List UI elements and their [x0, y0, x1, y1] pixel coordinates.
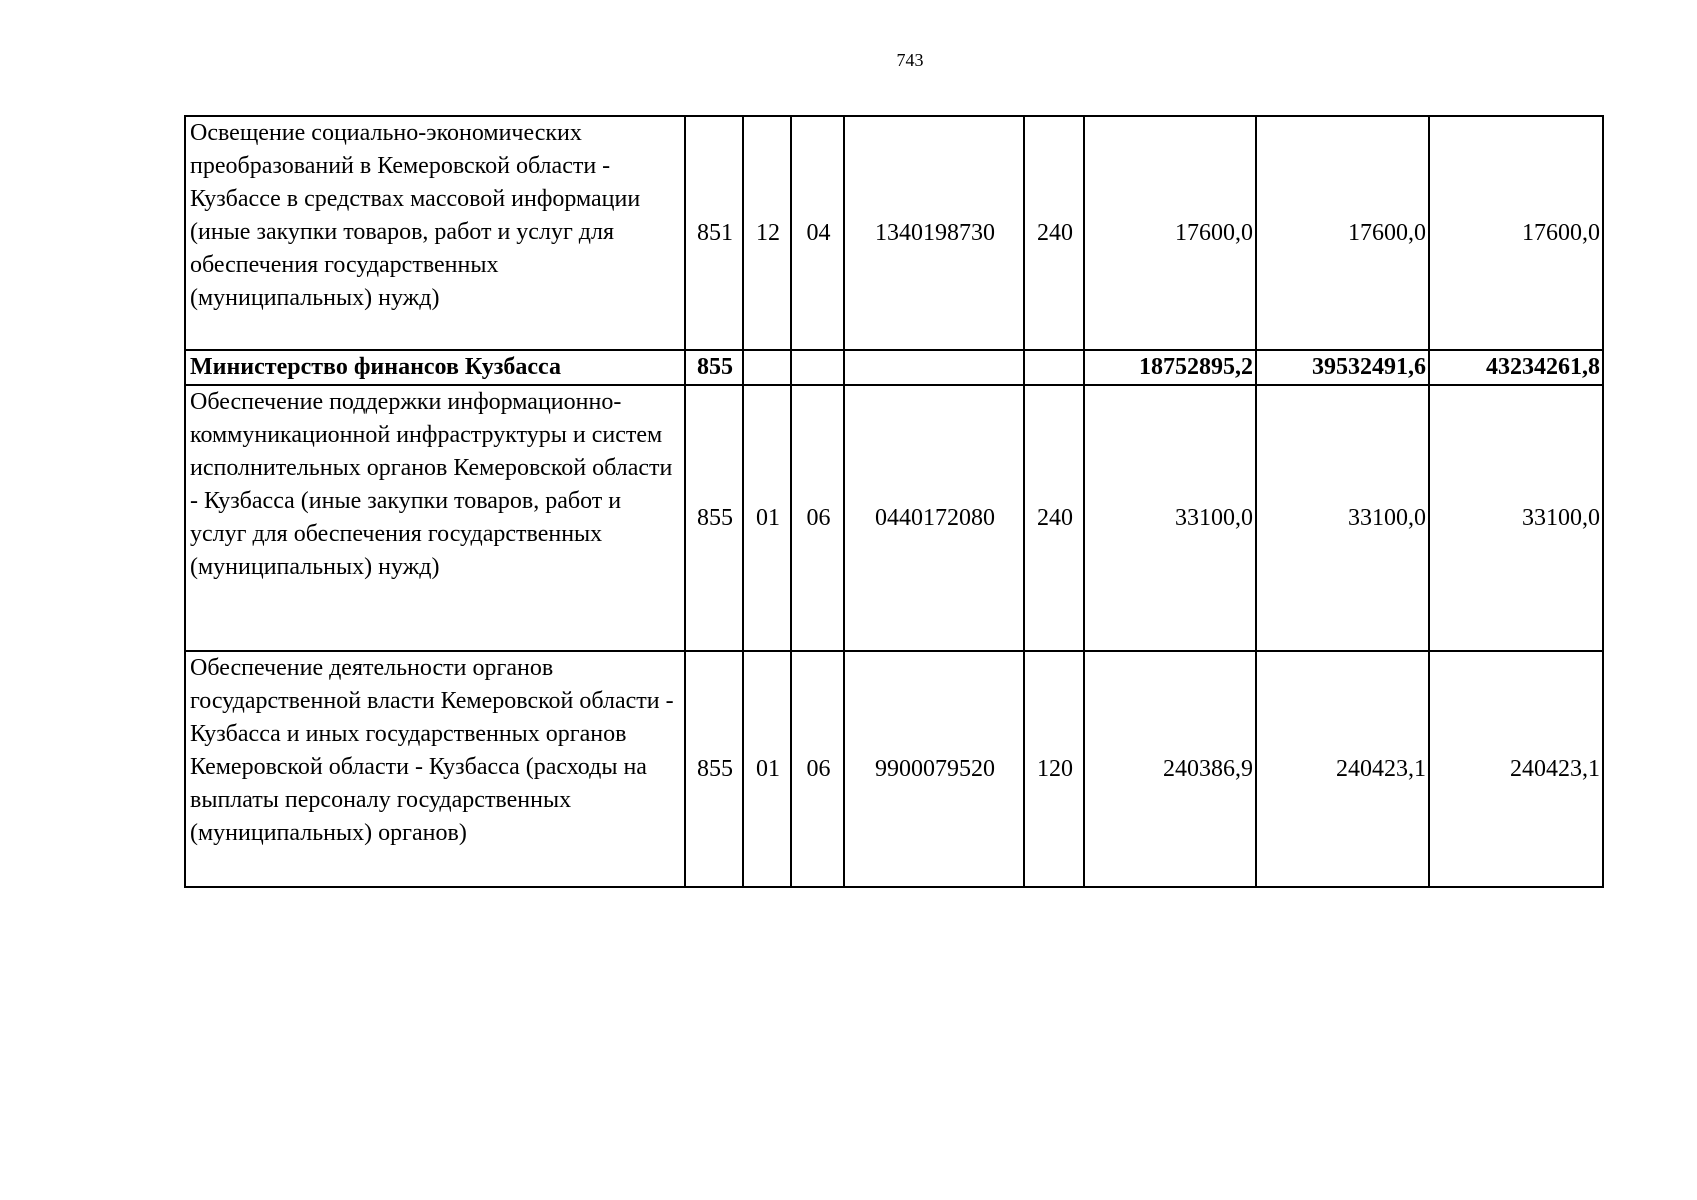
row-description: Министерство финансов Кузбасса — [185, 350, 685, 385]
table-row — [185, 116, 1603, 350]
amount-year-1: 18752895,2 — [1084, 350, 1256, 385]
row-description: Обеспечение деятельности органов государственной власти Кемеровской области - Кузбасса и иных государственных органов Кемеровской области - Кузбасса (расходы на выплаты персоналу государственных (муниципальных) органов) — [185, 651, 685, 887]
table-row — [185, 651, 1603, 887]
table-row — [185, 385, 1603, 651]
target-article-code: 0440172080 — [844, 385, 1024, 651]
amount-year-3: 33100,0 — [1429, 385, 1603, 651]
target-article-code: 9900079520 — [844, 651, 1024, 887]
section-code: 12 — [743, 116, 791, 350]
amount-year-1: 33100,0 — [1084, 385, 1256, 651]
amount-year-2: 39532491,6 — [1256, 350, 1429, 385]
amount-year-1: 17600,0 — [1084, 116, 1256, 350]
table-row — [185, 350, 1603, 385]
amount-year-3: 17600,0 — [1429, 116, 1603, 350]
ministry-code: 855 — [685, 651, 743, 887]
section-code — [743, 350, 791, 385]
page-number: 743 — [896, 50, 924, 70]
section-code: 01 — [743, 385, 791, 651]
expense-type-code: 120 — [1024, 651, 1084, 887]
budget-table — [184, 115, 1604, 888]
expense-type-code: 240 — [1024, 385, 1084, 651]
row-description: Обеспечение поддержки информационно-коммуникационной инфраструктуры и систем исполнительных органов Кемеровской области - Кузбасса (иные закупки товаров, работ и услуг для обеспечения государственных (муниципальных) нужд) — [185, 385, 685, 651]
ministry-code: 851 — [685, 116, 743, 350]
subsection-code: 04 — [791, 116, 844, 350]
target-article-code — [844, 350, 1024, 385]
amount-year-1: 240386,9 — [1084, 651, 1256, 887]
target-article-code: 1340198730 — [844, 116, 1024, 350]
subsection-code: 06 — [791, 651, 844, 887]
row-description: Освещение социально-экономических преобразований в Кемеровской области - Кузбассе в средствах массовой информации (иные закупки товаров, работ и услуг для обеспечения государственных (муниципальных) нужд) — [185, 116, 685, 350]
section-code: 01 — [743, 651, 791, 887]
expense-type-code — [1024, 350, 1084, 385]
amount-year-3: 240423,1 — [1429, 651, 1603, 887]
amount-year-2: 17600,0 — [1256, 116, 1429, 350]
amount-year-3: 43234261,8 — [1429, 350, 1603, 385]
ministry-code: 855 — [685, 385, 743, 651]
subsection-code — [791, 350, 844, 385]
ministry-code: 855 — [685, 350, 743, 385]
amount-year-2: 33100,0 — [1256, 385, 1429, 651]
subsection-code: 06 — [791, 385, 844, 651]
expense-type-code: 240 — [1024, 116, 1084, 350]
amount-year-2: 240423,1 — [1256, 651, 1429, 887]
